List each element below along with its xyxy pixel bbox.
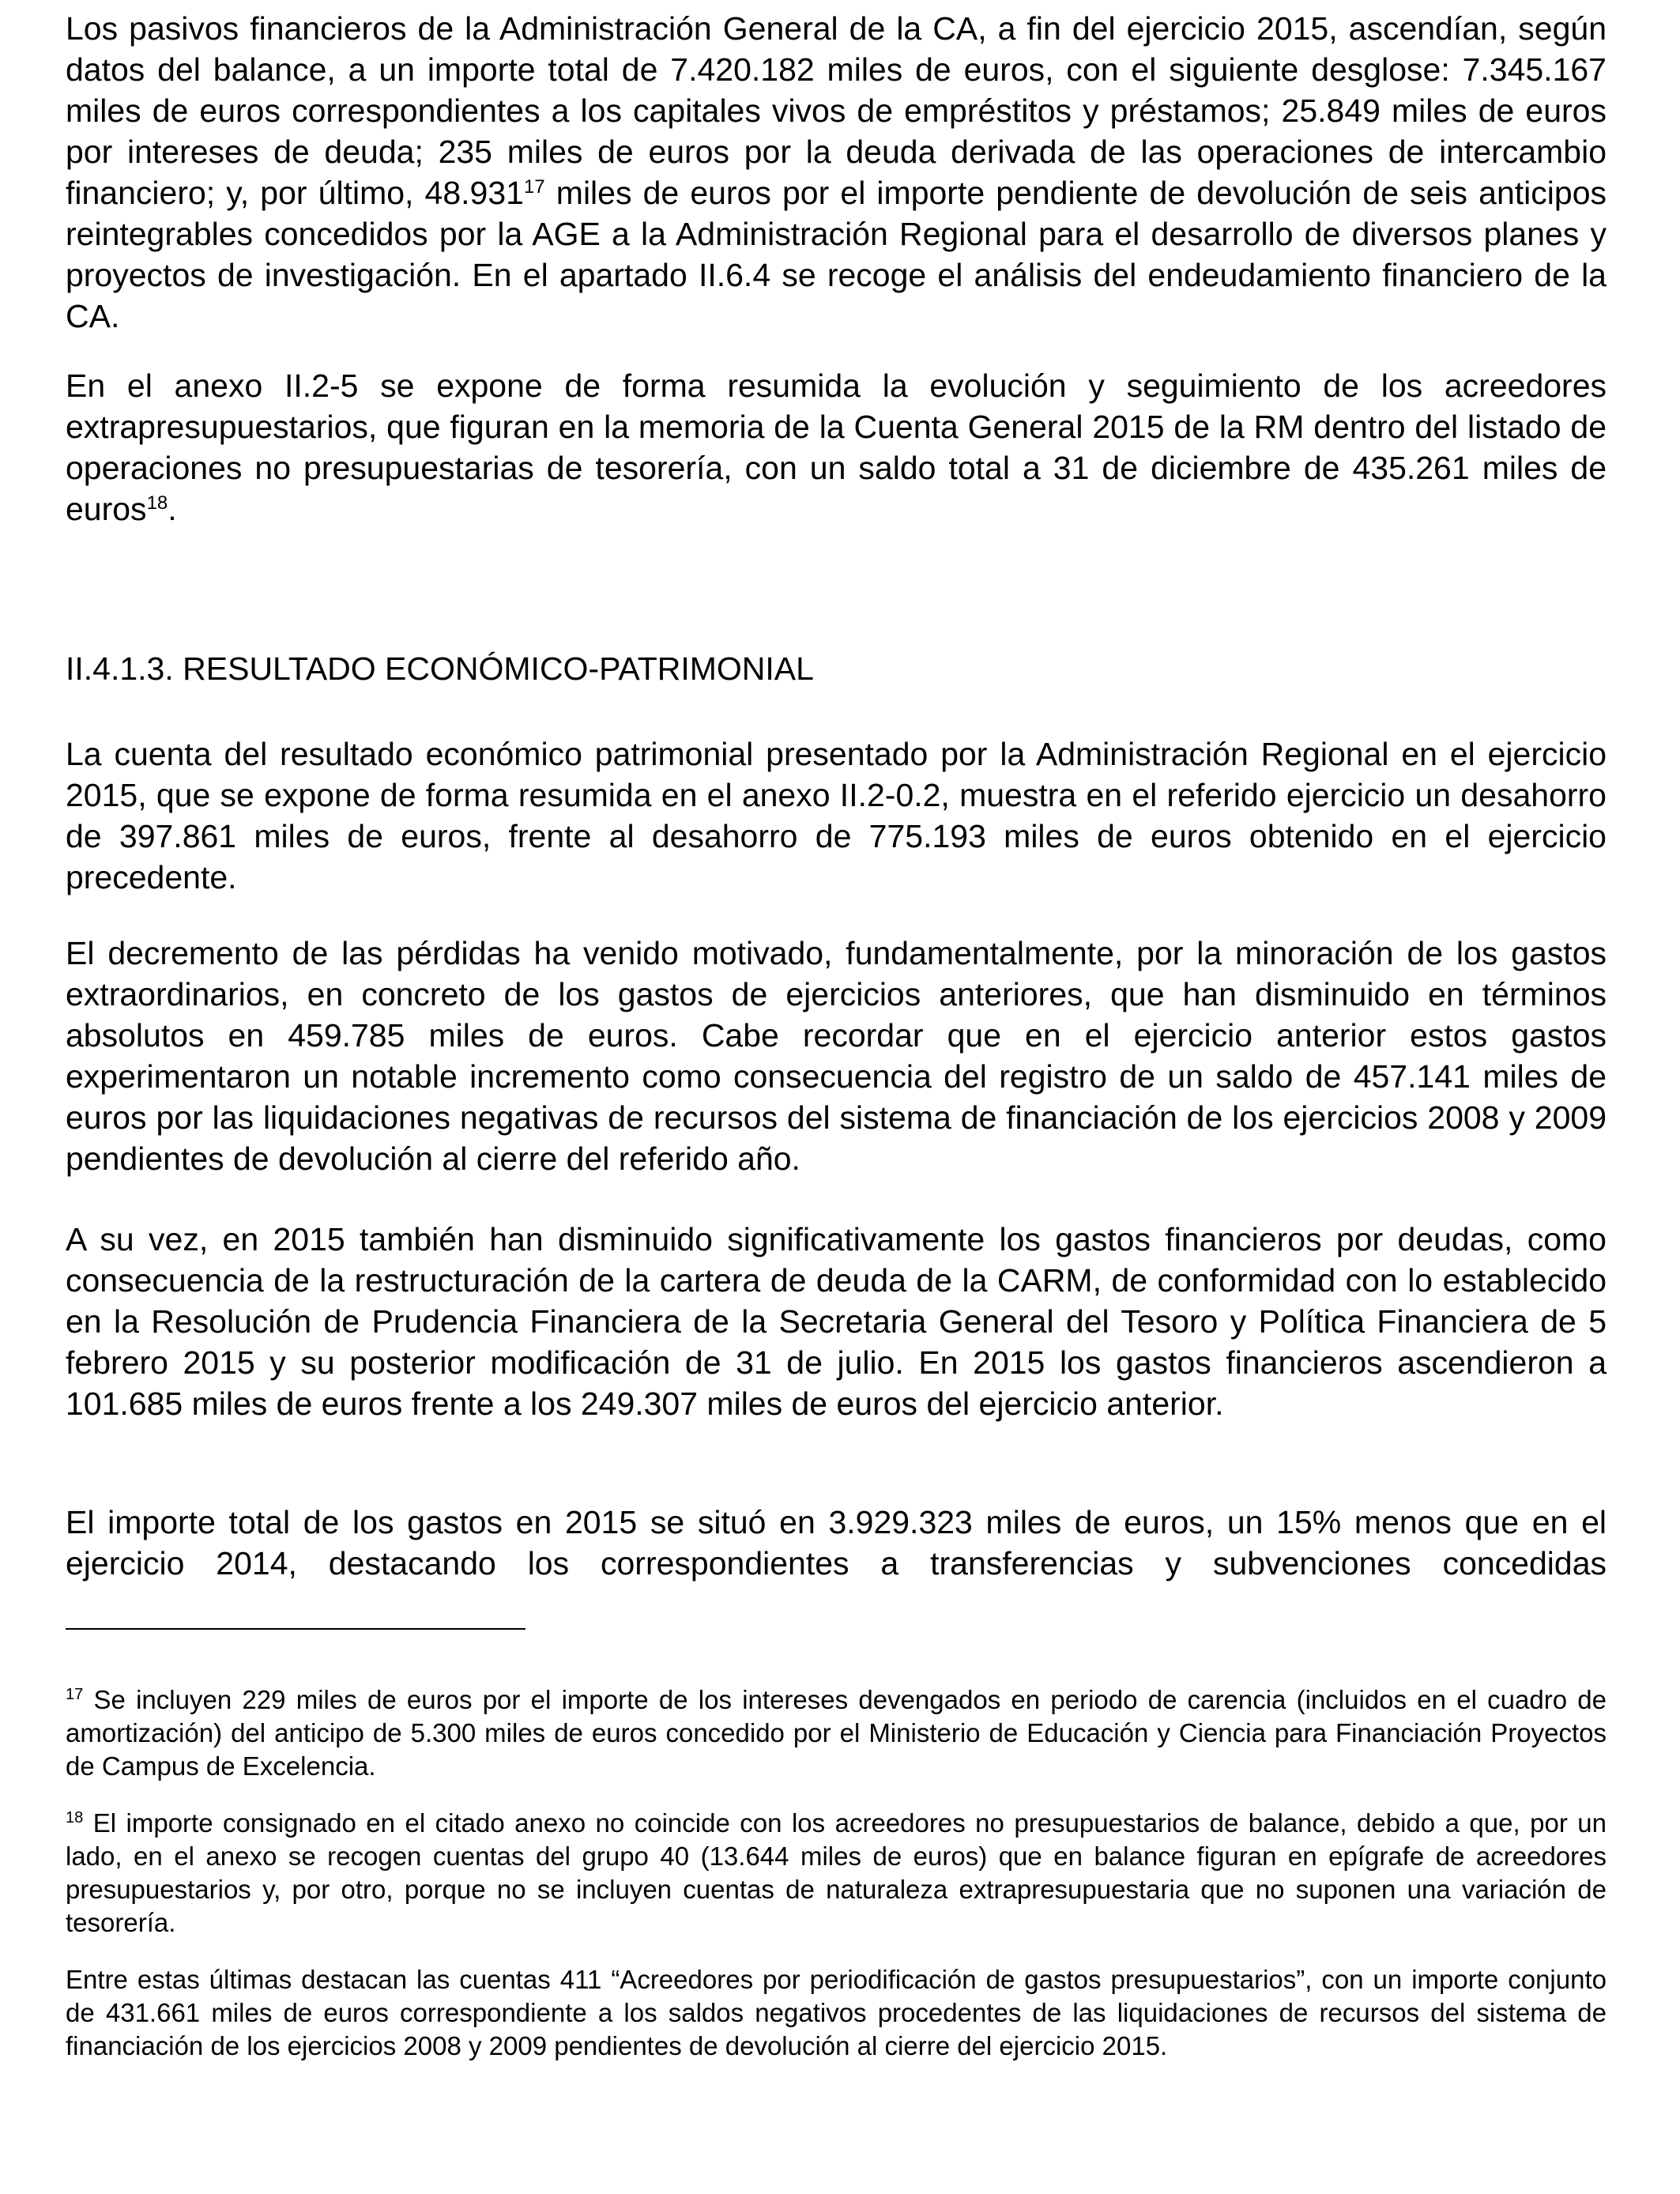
footnote-separator bbox=[66, 1628, 525, 1630]
footnote-18-continuation bbox=[66, 1963, 1607, 2063]
paragraph-decremento-perdidas: El decremento de las pérdidas ha venido motivado, fundamentalmente, por la minoración de los gastos extraordinarios, en concreto de los gastos de ejercicios anteriores, que han disminuido en términos absolutos en 459.785 miles de euros. Cabe recordar que en el ejercicio anterior estos gastos experimentaron un notable incremento como consecuencia del registro de un saldo de 457.141 miles de euros por las liquidaciones negativas de recursos del sistema de financiación de los ejercicios 2008 y 2009 pendientes de devolución al cierre del referido año. bbox=[66, 935, 1607, 1177]
paragraph-text: En el anexo II.2-5 se expone de forma resumida la evolución y seguimiento de los acreedores extrapresupuestarios, que figuran en la memoria de la Cuenta General 2015 de la RM dentro del listado de operaciones no presupuestarias de tesorería, con un saldo total a 31 de diciembre de 435.261 miles de euros bbox=[66, 368, 1607, 527]
paragraph-text: . bbox=[168, 491, 177, 527]
section-heading: II.4.1.3. RESULTADO ECONÓMICO-PATRIMONIAL bbox=[66, 650, 814, 687]
footnote-18 bbox=[66, 1807, 1607, 1940]
footnote-text: Se incluyen 229 miles de euros por el importe de los intereses devengados en periodo de carencia (incluidos en el cuadro de amortización) del anticipo de 5.300 miles de euros concedido por el Ministerio de Educación y Ciencia para Financiación Proyectos de Campus de Excelencia. bbox=[66, 1685, 1607, 1781]
footnote-ref-18[interactable]: 18 bbox=[146, 492, 168, 514]
footnote-17 bbox=[66, 1683, 1607, 1783]
paragraph-importe-total-gastos: El importe total de los gastos en 2015 se situó en 3.929.323 miles de euros, un 15% menos que en el ejercicio 2014, destacando los correspondientes a transferencias y subvenciones concedidas bbox=[66, 1504, 1607, 1581]
footnote-number: 18 bbox=[66, 1809, 84, 1826]
footnote-text: El importe consignado en el citado anexo no coincide con los acreedores no presupuestarios de balance, debido a que, por un lado, en el anexo se recogen cuentas del grupo 40 (13.644 miles de euros) que en balance figuran en epígrafe de acreedores presupuestarios y, por otro, porque no se incluyen cuentas de naturaleza extrapresupuestaria que no suponen una variación de tesorería. bbox=[66, 1808, 1607, 1937]
paragraph-pasivos-financieros bbox=[66, 8, 1607, 337]
paragraph-resultado-economico: La cuenta del resultado económico patrimonial presentado por la Administración Regional en el ejercicio 2015, que se expone de forma resumida en el anexo II.2-0.2, muestra en el referido ejercicio un desahorro de 397.861 miles de euros, frente al desahorro de 775.193 miles de euros obtenido en el ejercicio precedente. bbox=[66, 736, 1607, 895]
footnote-number: 17 bbox=[66, 1686, 84, 1703]
footnote-text: Entre estas últimas destacan las cuentas 411 “Acreedores por periodificación de gastos presupuestarios”, con un importe conjunto de 431.661 miles de euros correspondiente a los saldos negativos procedentes de las liquidaciones de recursos del sistema de financiación de los ejercicios 2008 y 2009 pendientes de devolución al cierre del ejercicio 2015. bbox=[66, 1965, 1607, 2060]
paragraph-text: miles de euros por el importe pendiente de devolución de seis anticipos reintegrables concedidos por la AGE a la Administración Regional para el desarrollo de diversos planes y proyectos de investigación. En el apartado II.6.4 se recoge el análisis del endeudamiento financiero de la CA. bbox=[66, 175, 1607, 334]
paragraph-text: Los pasivos financieros de la Administración General de la CA, a fin del ejercicio 2015, ascendían, según datos del balance, a un importe total de 7.420.182 miles de euros, con el siguiente desglose: 7.345.167 miles de euros correspondientes a los capitales vivos de empréstitos y préstamos; 25.849 miles de euros por intereses de deuda; 235 miles de euros por la deuda derivada de las operaciones de intercambio financiero; y, por último, 48.931 bbox=[66, 10, 1607, 211]
paragraph-gastos-financieros: A su vez, en 2015 también han disminuido significativamente los gastos financieros por deudas, como consecuencia de la restructuración de la cartera de deuda de la CARM, de conformidad con lo establecido en la Resolución de Prudencia Financiera de la Secretaria General del Tesoro y Política Financiera de 5 febrero 2015 y su posterior modificación de 31 de julio. En 2015 los gastos financieros ascendieron a 101.685 miles de euros frente a los 249.307 miles de euros del ejercicio anterior. bbox=[66, 1221, 1607, 1422]
footnote-ref-17[interactable]: 17 bbox=[523, 176, 545, 198]
paragraph-acreedores-extrapresupuestarios bbox=[66, 365, 1607, 530]
